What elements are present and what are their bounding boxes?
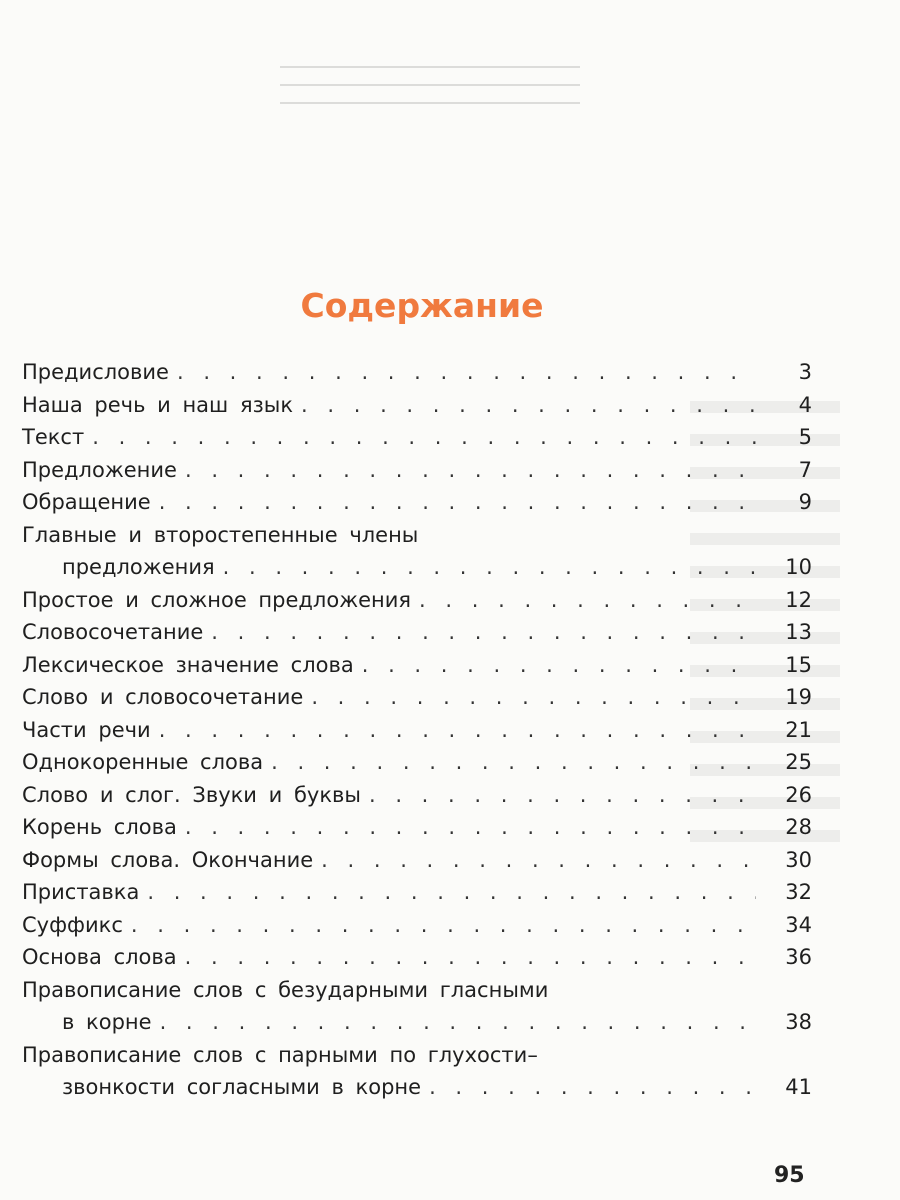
toc-entry-label: Обращение bbox=[22, 490, 151, 514]
dot-leader bbox=[362, 653, 756, 678]
toc-entry-label: Правописание слов с безударными гласными bbox=[22, 977, 549, 1002]
page-number: 95 bbox=[774, 1163, 805, 1188]
toc-entry bbox=[22, 913, 812, 946]
dot-leader bbox=[177, 360, 756, 385]
dot-leader bbox=[301, 393, 756, 418]
dot-leader bbox=[131, 913, 756, 938]
toc-entry-line2 bbox=[22, 1010, 812, 1043]
dot-leader bbox=[185, 815, 756, 840]
dot-leader bbox=[92, 425, 756, 450]
dot-leader bbox=[419, 588, 756, 613]
toc-entry-label: Основа слова bbox=[22, 945, 177, 969]
bleed-through-text bbox=[280, 50, 580, 130]
toc-entry bbox=[22, 490, 812, 523]
toc-entry bbox=[22, 685, 812, 718]
toc-entry bbox=[22, 620, 812, 653]
toc-entry-page: 10 bbox=[785, 555, 812, 579]
toc-entry-label: Правописание слов с парными по глухости– bbox=[22, 1042, 538, 1067]
toc-entry bbox=[22, 653, 812, 686]
toc-entry-line1 bbox=[22, 523, 812, 556]
toc-entry-page: 41 bbox=[785, 1075, 812, 1099]
toc-entry bbox=[22, 783, 812, 816]
dot-leader bbox=[185, 458, 756, 483]
toc-entry-line1 bbox=[22, 978, 812, 1011]
toc-entry bbox=[22, 815, 812, 848]
dot-leader bbox=[160, 1010, 756, 1035]
toc-entry-label: Главные и второстепенные члены bbox=[22, 522, 419, 547]
toc-entry-label: Лексическое значение слова bbox=[22, 652, 354, 677]
toc-entry-label: Формы слова. Окончание bbox=[22, 847, 314, 872]
toc-entry-page: 38 bbox=[785, 1010, 812, 1034]
toc-entry-page: 4 bbox=[798, 392, 812, 417]
toc-entry-page: 34 bbox=[785, 912, 812, 937]
toc-entry-page: 36 bbox=[785, 945, 812, 969]
toc-entry-label: Приставка bbox=[22, 880, 140, 904]
toc-entry bbox=[22, 360, 812, 393]
table-of-contents bbox=[22, 360, 812, 1108]
toc-entry-label: Части речи bbox=[22, 717, 151, 742]
page-title: Содержание bbox=[300, 286, 544, 325]
toc-entry bbox=[22, 945, 812, 978]
dot-leader bbox=[185, 945, 756, 970]
dot-leader bbox=[159, 718, 756, 743]
toc-entry-page: 9 bbox=[798, 490, 812, 514]
toc-entry-label: Наша речь и наш язык bbox=[22, 392, 294, 417]
toc-entry-page: 25 bbox=[785, 750, 812, 774]
toc-entry bbox=[22, 750, 812, 783]
toc-entry-page: 3 bbox=[798, 360, 812, 384]
toc-entry-page: 30 bbox=[785, 847, 812, 872]
toc-entry bbox=[22, 848, 812, 881]
dot-leader bbox=[211, 620, 756, 645]
toc-entry-page: 12 bbox=[785, 587, 812, 612]
toc-entry-page: 19 bbox=[785, 685, 812, 709]
toc-entry-label-continued: предложения bbox=[62, 555, 215, 579]
dot-leader bbox=[321, 848, 756, 873]
dot-leader bbox=[429, 1075, 756, 1100]
toc-entry bbox=[22, 458, 812, 491]
toc-entry-page: 13 bbox=[785, 620, 812, 644]
dot-leader bbox=[311, 685, 756, 710]
toc-entry-page: 32 bbox=[785, 880, 812, 904]
dot-leader bbox=[369, 783, 756, 808]
toc-entry-label: Простое и сложное предложения bbox=[22, 587, 412, 612]
dot-leader bbox=[223, 555, 756, 580]
toc-entry-label: Однокоренные слова bbox=[22, 750, 264, 774]
toc-entry-label: Слово и словосочетание bbox=[22, 685, 304, 709]
toc-entry-label: Текст bbox=[22, 425, 85, 449]
toc-entry-label: Корень слова bbox=[22, 815, 177, 839]
toc-entry-label: Предисловие bbox=[22, 360, 169, 384]
toc-entry-page: 28 bbox=[785, 815, 812, 839]
toc-entry-line2 bbox=[22, 555, 812, 588]
toc-entry bbox=[22, 718, 812, 751]
toc-entry-page: 7 bbox=[798, 457, 812, 482]
toc-entry-label-continued: звонкости согласными в корне bbox=[62, 1075, 422, 1099]
toc-entry-page: 21 bbox=[785, 717, 812, 742]
toc-entry-page: 15 bbox=[785, 652, 812, 677]
toc-entry-page: 26 bbox=[785, 782, 812, 807]
dot-leader bbox=[271, 750, 756, 775]
toc-entry bbox=[22, 588, 812, 621]
toc-entry-label: Суффикс bbox=[22, 912, 123, 937]
toc-entry-line2 bbox=[22, 1075, 812, 1108]
toc-entry bbox=[22, 393, 812, 426]
toc-entry-label: Слово и слог. Звуки и буквы bbox=[22, 782, 361, 807]
dot-leader bbox=[159, 490, 756, 515]
toc-entry-line1 bbox=[22, 1043, 812, 1076]
toc-entry bbox=[22, 425, 812, 458]
toc-entry-label-continued: в корне bbox=[62, 1010, 152, 1034]
toc-entry bbox=[22, 880, 812, 913]
dot-leader bbox=[147, 880, 756, 905]
toc-entry-label: Словосочетание bbox=[22, 620, 204, 644]
toc-entry-label: Предложение bbox=[22, 457, 177, 482]
toc-entry-page: 5 bbox=[798, 425, 812, 449]
